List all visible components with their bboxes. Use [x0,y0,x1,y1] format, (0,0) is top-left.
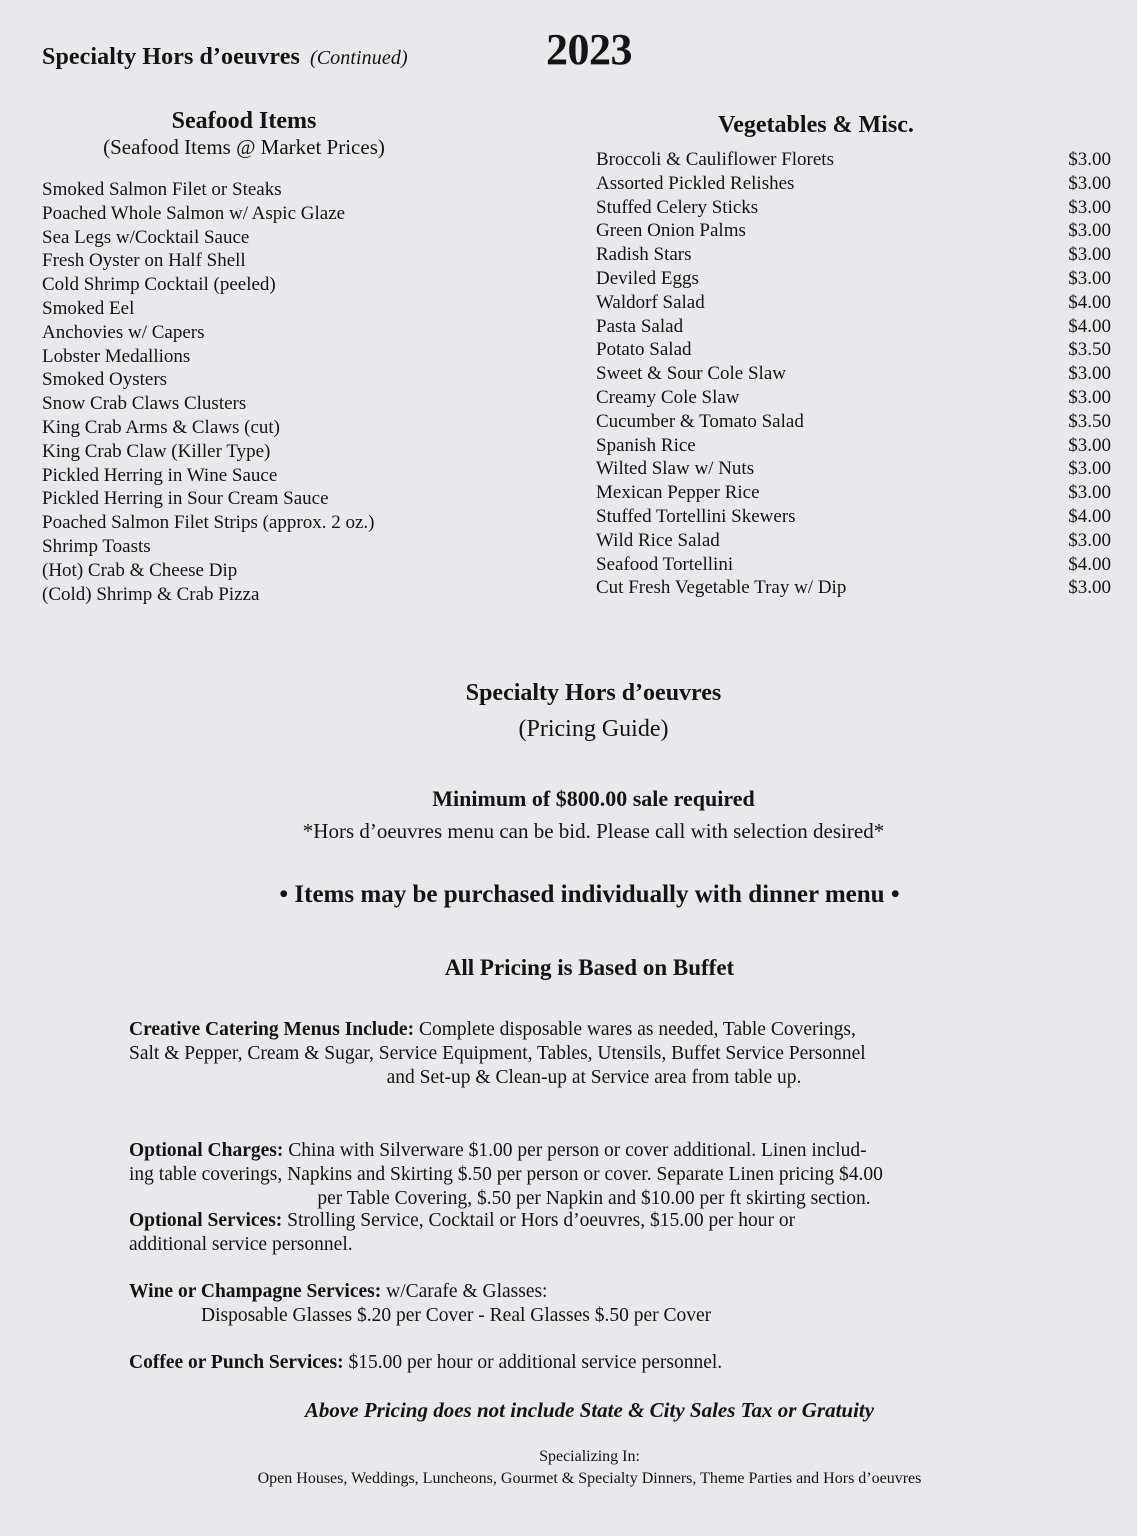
item-price: $3.00 [1068,529,1111,551]
optional-services-label: Optional Services: [129,1210,283,1231]
item-price: $3.50 [1068,410,1111,432]
seafood-section [42,106,482,606]
bid-note: *Hors d’oeuvres menu can be bid. Please call with selection desired* [302,819,885,843]
vegetable-item [596,481,1111,505]
item-price: $4.00 [1068,505,1111,527]
item-name: Waldorf Salad [596,291,705,313]
item-price: $3.00 [1068,244,1111,266]
item-name: Assorted Pickled Relishes [596,172,795,194]
item-price: $3.00 [1068,149,1111,170]
pricing-guide-title: Specialty Hors d’oeuvres [465,680,722,706]
includes-text-1: Complete disposable wares as needed, Table Coverings, [414,1019,856,1040]
seafood-item: Pickled Herring in Wine Sauce [42,464,278,486]
item-name: Green Onion Palms [596,220,746,242]
seafood-item: Anchovies w/ Capers [42,321,205,343]
item-price: $3.00 [1068,386,1111,408]
coffee-services-text: $15.00 per hour or additional service personnel. [343,1352,723,1373]
seafood-item: King Crab Arms & Claws (cut) [42,416,281,438]
item-name: Cucumber & Tomato Salad [596,410,804,432]
wine-services-label: Wine or Champagne Services: [129,1281,382,1302]
item-name: Sweet & Sour Cole Slaw [596,363,786,385]
seafood-item: Snow Crab Claws Clusters [42,393,247,415]
item-name: Cut Fresh Vegetable Tray w/ Dip [596,577,847,599]
vegetable-item [596,505,1111,529]
seafood-item: Poached Whole Salmon w/ Aspic Glaze [42,202,346,224]
wine-services-terms [129,1280,1059,1328]
individual-purchase-note: • Items may be purchased individually with dinner menu • [279,881,900,908]
optional-charges-text-1: China with Silverware $1.00 per person or cover additional. Linen includ- [283,1140,867,1161]
vegetable-item [596,386,1111,410]
vegetable-item [596,315,1111,339]
menu-year: 2023 [546,25,632,74]
vegetables-section [596,106,1116,600]
pricing-guide-subtitle: (Pricing Guide) [518,716,669,742]
includes-terms [129,1018,1059,1089]
specializing-label: Specializing In: [539,1448,640,1465]
item-name: Broccoli & Cauliflower Florets [596,149,834,170]
vegetable-item [596,196,1111,220]
seafood-item: Smoked Eel [42,297,135,319]
vegetable-item [596,553,1111,577]
wine-services-text-1: w/Carafe & Glasses: [381,1281,548,1302]
seafood-heading: Seafood Items [171,108,317,134]
vegetable-item [596,410,1111,434]
seafood-item: (Cold) Shrimp & Crab Pizza [42,583,260,605]
vegetable-item [596,362,1111,386]
seafood-item: King Crab Claw (Killer Type) [42,440,271,462]
vegetables-heading: Vegetables & Misc. [718,112,914,138]
item-price: $4.00 [1068,315,1111,337]
optional-services-text-2: additional service personnel. [129,1233,353,1255]
optional-charges-text-2: ing table coverings, Napkins and Skirting $.50 per person or cover. Separate Linen pricing $4.00 [129,1163,883,1185]
includes-text-3: and Set-up & Clean-up at Service area from table up. [386,1066,802,1088]
vegetable-item [596,291,1111,315]
coffee-services-label: Coffee or Punch Services: [129,1352,344,1373]
vegetable-item [596,434,1111,458]
optional-charges-terms [129,1139,1059,1210]
seafood-item: Poached Salmon Filet Strips (approx. 2 oz.) [42,512,375,534]
optional-charges-text-3: per Table Covering, $.50 per Napkin and $10.00 per ft skirting section. [317,1187,871,1209]
optional-services-text-1: Strolling Service, Cocktail or Hors d’oeuvres, $15.00 per hour or [282,1210,796,1231]
item-price: $3.00 [1068,220,1111,242]
item-name: Wilted Slaw w/ Nuts [596,458,755,480]
item-price: $4.00 [1068,291,1111,313]
seafood-item: Sea Legs w/Cocktail Sauce [42,226,250,248]
item-price: $3.00 [1068,434,1111,456]
seafood-item: Lobster Medallions [42,345,191,367]
item-price: $3.50 [1068,339,1111,361]
seafood-item: Shrimp Toasts [42,535,151,557]
item-name: Stuffed Tortellini Skewers [596,505,796,527]
tax-disclaimer: Above Pricing does not include State & City Sales Tax or Gratuity [304,1398,875,1422]
vegetable-item [596,243,1111,267]
item-name: Deviled Eggs [596,267,699,289]
item-name: Spanish Rice [596,434,696,456]
vegetable-item [596,267,1111,291]
seafood-item: Pickled Herring in Sour Cream Sauce [42,488,329,510]
buffet-pricing-note: All Pricing is Based on Buffet [444,955,735,980]
wine-services-text-2: Disposable Glasses $.20 per Cover - Real Glasses $.50 per Cover [201,1304,712,1326]
seafood-item: (Hot) Crab & Cheese Dip [42,559,238,581]
page-title [42,44,408,71]
item-price: $3.00 [1068,196,1111,218]
coffee-services-terms [129,1351,1059,1375]
seafood-item: Smoked Salmon Filet or Steaks [42,179,282,200]
item-name: Creamy Cole Slaw [596,386,740,408]
item-price: $3.00 [1068,482,1111,504]
optional-charges-label: Optional Charges: [129,1140,284,1161]
item-name: Radish Stars [596,244,692,266]
specializing-list: Open Houses, Weddings, Luncheons, Gourmet & Specialty Dinners, Theme Parties and Hors d’oeuvres [257,1470,922,1487]
optional-services-terms [129,1209,1059,1257]
vegetable-item [596,219,1111,243]
minimum-sale-note: Minimum of $800.00 sale required [432,786,755,811]
seafood-item: Cold Shrimp Cocktail (peeled) [42,274,276,296]
seafood-item: Fresh Oyster on Half Shell [42,250,246,272]
page-title-text: Specialty Hors d’oeuvres [42,44,300,70]
item-name: Mexican Pepper Rice [596,482,760,504]
includes-label: Creative Catering Menus Include: [129,1019,415,1040]
item-price: $3.00 [1068,267,1111,289]
seafood-subheading: (Seafood Items @ Market Prices) [103,135,385,159]
item-name: Potato Salad [596,339,692,361]
item-price: $3.00 [1068,363,1111,385]
seafood-item: Smoked Oysters [42,369,168,391]
page-title-note: (Continued) [309,47,408,69]
vegetable-item [596,338,1111,362]
includes-text-2: Salt & Pepper, Cream & Sugar, Service Equipment, Tables, Utensils, Buffet Service Personnel [129,1042,866,1064]
vegetable-item [596,457,1111,481]
item-name: Pasta Salad [596,315,684,337]
vegetables-list [596,148,1116,600]
item-price: $4.00 [1068,553,1111,575]
vegetable-item [596,529,1111,553]
item-name: Seafood Tortellini [596,553,734,575]
item-name: Stuffed Celery Sticks [596,196,759,218]
item-name: Wild Rice Salad [596,529,720,551]
vegetable-item [596,576,1111,600]
seafood-list [42,178,482,606]
vegetable-item [596,148,1111,172]
item-price: $3.00 [1068,577,1111,599]
item-price: $3.00 [1068,458,1111,480]
item-price: $3.00 [1068,172,1111,194]
vegetable-item [596,172,1111,196]
